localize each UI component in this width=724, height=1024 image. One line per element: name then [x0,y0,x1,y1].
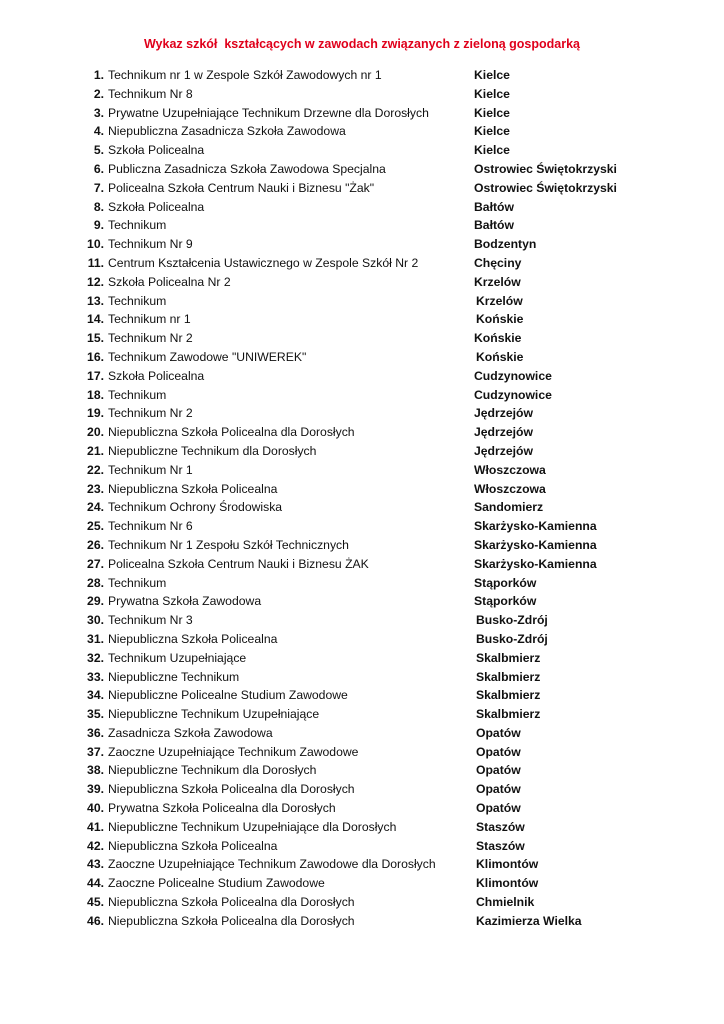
item-number: 31. [87,631,104,646]
city-name: Opatów [476,744,521,759]
school-name: Niepubliczne Technikum Uzupełniające [108,707,320,722]
list-item [0,329,724,348]
item-number: 7. [93,180,104,195]
list-item [0,442,724,461]
city-name: Stąporków [474,575,537,590]
item-number: 11. [87,255,104,270]
list-item [0,592,724,611]
list-item [0,574,724,593]
list-item [0,780,724,799]
item-number: 18. [87,387,104,402]
list-item [0,461,724,480]
item-number: 44. [87,876,104,891]
school-name: Niepubliczna Szkoła Policealna dla Dorosłych [108,895,355,910]
list-item [0,85,724,104]
school-name: Niepubliczna Szkoła Policealna dla Dorosłych [108,425,355,440]
city-name: Skarżysko-Kamienna [474,537,597,552]
city-name: Krzelów [476,293,523,308]
school-name: Szkoła Policealna Nr 2 [108,274,231,289]
list-item [0,179,724,198]
city-name: Klimontów [476,876,539,891]
item-number: 19. [87,406,104,421]
city-name: Skalbmierz [476,669,541,684]
city-name: Opatów [476,725,521,740]
school-name: Publiczna Zasadnicza Szkoła Zawodowa Specjalna [108,161,386,176]
city-name: Kielce [474,68,510,82]
item-number: 25. [87,519,104,534]
document-title: Wykaz szkół kształcących w zawodach związanych z zieloną gospodarką [143,37,581,51]
city-name: Sandomierz [474,500,544,515]
list-item [0,216,724,235]
city-name: Opatów [476,782,521,797]
list-item [0,818,724,837]
school-name: Technikum Nr 2 [108,406,193,421]
city-name: Końskie [476,312,524,327]
school-name: Technikum [108,293,167,308]
school-name: Policealna Szkoła Centrum Nauki i Biznesu ŻAK [108,556,369,571]
school-name: Niepubliczna Zasadnicza Szkoła Zawodowa [108,124,346,139]
item-number: 37. [87,744,104,759]
item-number: 34. [87,688,104,703]
list-item [0,310,724,329]
city-name: Stąporków [474,594,537,609]
city-name: Kielce [474,86,510,101]
city-name: Skalbmierz [476,707,541,722]
item-number: 17. [87,368,104,383]
item-number: 33. [87,669,104,684]
list-item [0,104,724,123]
school-name: Technikum nr 1 [108,312,191,327]
item-number: 41. [87,819,104,834]
city-name: Cudzynowice [474,368,552,383]
school-name: Niepubliczna Szkoła Policealna [108,631,278,646]
school-name: Technikum Nr 3 [108,613,193,628]
school-name: Technikum Nr 1 Zespołu Szkół Technicznych [108,537,349,552]
city-name: Jędrzejów [474,443,533,458]
list-item [0,668,724,687]
list-item [0,799,724,818]
list-item [0,404,724,423]
city-name: Chęciny [474,255,522,270]
list-item [0,423,724,442]
city-name: Busko-Zdrój [476,631,548,646]
list-item [0,837,724,856]
list-item [0,141,724,160]
list-item [0,498,724,517]
item-number: 3. [93,105,104,120]
city-name: Ostrowiec Świętokrzyski [474,161,617,176]
list-item [0,705,724,724]
school-name: Niepubliczna Szkoła Policealna [108,838,278,853]
school-name: Zaoczne Policealne Studium Zawodowe [108,876,325,891]
city-name: Bałtów [474,218,514,233]
city-name: Kazimierza Wielka [476,913,582,928]
school-name: Technikum Nr 2 [108,331,193,346]
item-number: 39. [87,782,104,797]
item-number: 13. [87,293,104,308]
list-item [0,743,724,762]
school-name: Szkoła Policealna [108,143,205,158]
item-number: 24. [87,500,104,515]
list-item [0,555,724,574]
list-item [0,855,724,874]
city-name: Krzelów [474,274,521,289]
city-name: Opatów [476,801,521,816]
school-name: Prywatna Szkoła Policealna dla Dorosłych [108,801,336,816]
item-number: 32. [87,650,104,665]
item-number: 9. [93,218,104,233]
item-number: 21. [87,443,104,458]
item-number: 30. [87,613,104,628]
list-item [0,198,724,217]
school-name: Policealna Szkoła Centrum Nauki i Biznesu "Żak" [108,180,375,195]
school-name: Prywatne Uzupełniające Technikum Drzewne dla Dorosłych [108,105,429,120]
list-item [0,912,724,931]
city-name: Cudzynowice [474,387,552,402]
item-number: 23. [87,481,104,496]
city-name: Końskie [474,331,522,346]
school-name: Niepubliczna Szkoła Policealna [108,481,278,496]
item-number: 2. [93,86,104,101]
list-item [0,348,724,367]
school-name: Zaoczne Uzupełniające Technikum Zawodowe dla Dorosłych [108,857,436,872]
city-name: Bodzentyn [474,237,537,252]
city-name: Opatów [476,763,521,778]
school-name: Technikum Uzupełniające [108,650,247,665]
item-number: 43. [87,857,104,872]
city-name: Skalbmierz [476,688,541,703]
school-name: Technikum Nr 9 [108,237,193,252]
list-item [0,611,724,630]
school-name: Technikum Zawodowe "UNIWEREK" [108,349,307,364]
list-item [0,517,724,536]
item-number: 28. [87,575,104,590]
item-number: 4. [93,124,104,139]
list-item [0,292,724,311]
item-number: 16. [87,349,104,364]
list-item [0,724,724,743]
school-name: Niepubliczne Technikum [108,669,240,684]
school-name: Zaoczne Uzupełniające Technikum Zawodowe [108,744,359,759]
school-list [0,66,724,931]
list-item [0,235,724,254]
city-name: Skalbmierz [476,650,541,665]
city-name: Staszów [476,838,525,853]
school-name: Szkoła Policealna [108,199,205,214]
item-number: 15. [87,331,104,346]
city-name: Busko-Zdrój [476,613,548,628]
school-name: Szkoła Policealna [108,368,205,383]
school-name: Technikum Nr 6 [108,519,193,534]
school-name: Niepubliczne Policealne Studium Zawodowe [108,688,348,703]
item-number: 1. [93,68,104,82]
list-item [0,630,724,649]
item-number: 42. [87,838,104,853]
list-item [0,160,724,179]
school-name: Technikum Ochrony Środowiska [108,500,283,515]
item-number: 12. [87,274,104,289]
item-number: 10. [87,237,104,252]
list-item [0,254,724,273]
list-item [0,367,724,386]
item-number: 36. [87,725,104,740]
school-name: Technikum [108,575,167,590]
city-name: Skarżysko-Kamienna [474,556,597,571]
city-name: Włoszczowa [474,481,546,496]
school-name: Technikum [108,387,167,402]
city-name: Ostrowiec Świętokrzyski [474,180,617,195]
school-name: Prywatna Szkoła Zawodowa [108,594,262,609]
item-number: 35. [87,707,104,722]
item-number: 20. [87,425,104,440]
list-item [0,761,724,780]
list-item [0,893,724,912]
city-name: Jędrzejów [474,425,533,440]
school-name: Zasadnicza Szkoła Zawodowa [108,725,273,740]
list-item [0,386,724,405]
city-name: Staszów [476,819,525,834]
item-number: 45. [87,895,104,910]
city-name: Włoszczowa [474,462,546,477]
list-item [0,649,724,668]
city-name: Klimontów [476,857,539,872]
list-item [0,686,724,705]
city-name: Kielce [474,143,510,158]
school-name: Technikum Nr 1 [108,462,193,477]
item-number: 46. [87,913,104,928]
item-number: 27. [87,556,104,571]
school-name: Niepubliczne Technikum dla Dorosłych [108,443,317,458]
school-name: Technikum Nr 8 [108,86,193,101]
list-item [0,536,724,555]
city-name: Skarżysko-Kamienna [474,519,597,534]
city-name: Bałtów [474,199,514,214]
school-name: Niepubliczne Technikum dla Dorosłych [108,763,317,778]
list-item [0,273,724,292]
item-number: 40. [87,801,104,816]
item-number: 5. [93,143,104,158]
school-name: Technikum nr 1 w Zespole Szkół Zawodowych nr 1 [108,68,382,82]
city-name: Jędrzejów [474,406,533,421]
list-item [0,874,724,893]
school-name: Niepubliczne Technikum Uzupełniające dla Dorosłych [108,819,397,834]
city-name: Chmielnik [476,895,535,910]
item-number: 14. [87,312,104,327]
city-name: Kielce [474,105,510,120]
item-number: 8. [93,199,104,214]
list-item [0,480,724,499]
list-item [0,122,724,141]
list-item [0,66,724,85]
school-name: Niepubliczna Szkoła Policealna dla Dorosłych [108,782,355,797]
item-number: 38. [87,763,104,778]
city-name: Kielce [474,124,510,139]
school-name: Centrum Kształcenia Ustawicznego w Zespole Szkół Nr 2 [108,255,419,270]
item-number: 29. [87,594,104,609]
item-number: 6. [93,161,104,176]
school-name: Niepubliczna Szkoła Policealna dla Dorosłych [108,913,355,928]
item-number: 22. [87,462,104,477]
city-name: Końskie [476,349,524,364]
item-number: 26. [87,537,104,552]
school-name: Technikum [108,218,167,233]
